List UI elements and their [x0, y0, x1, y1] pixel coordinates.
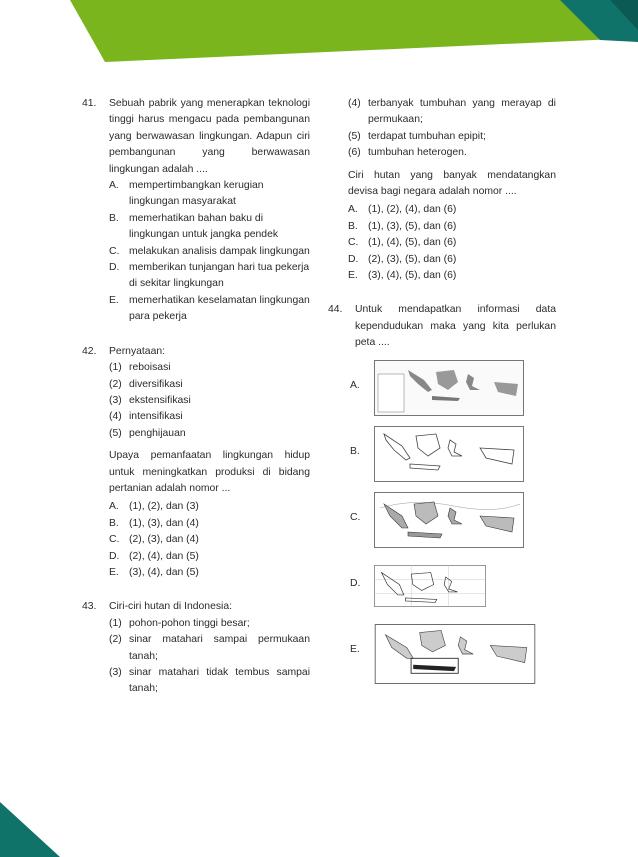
- item-text: terdapat tumbuhan epipit;: [368, 130, 486, 142]
- item-text: intensifikasi: [129, 411, 183, 423]
- answer-option-d[interactable]: [348, 252, 556, 268]
- item-label: (4): [348, 98, 361, 109]
- statement-item: [109, 426, 310, 442]
- question-44: [328, 302, 556, 351]
- option-label: D.: [109, 262, 120, 274]
- item-text: penghijauan: [129, 427, 186, 439]
- answer-option-e[interactable]: [109, 293, 310, 326]
- indonesia-outline-map-icon: [374, 426, 524, 482]
- option-text: (2), (4), dan (5): [129, 550, 199, 562]
- option-label: D.: [109, 550, 120, 562]
- question-43-continued: [328, 96, 556, 284]
- option-text: (3), (4), (5), dan (6): [368, 270, 457, 282]
- item-label: (6): [348, 147, 361, 159]
- map-frame: [375, 426, 524, 481]
- option-label: E.: [109, 294, 119, 306]
- answer-option-a[interactable]: [109, 499, 310, 515]
- option-label: E.: [350, 643, 360, 655]
- statement-item: [348, 96, 556, 129]
- footer-corner-decoration: [0, 787, 80, 857]
- item-label: (1): [109, 617, 122, 629]
- header-banner: [0, 0, 638, 70]
- answer-option-a[interactable]: [109, 178, 310, 211]
- option-label: D.: [350, 577, 361, 589]
- item-label: (2): [109, 634, 122, 646]
- answer-option-e[interactable]: [328, 624, 556, 690]
- question-stem: Sebuah pabrik yang menerapkan teknologi tinggi harus mengacu pada pembangunan yang berwawasan lingkungan. Adapun ciri pembangunan yang berwawasan lingkungan adalah ....: [109, 98, 310, 175]
- statement-item: [109, 393, 310, 409]
- option-label: A.: [109, 180, 119, 192]
- item-text: reboisasi: [129, 362, 171, 374]
- answer-option-c[interactable]: [348, 235, 556, 251]
- item-label: (3): [109, 667, 122, 678]
- indonesia-contour-map-icon: [374, 492, 524, 548]
- question-number: 43.: [82, 601, 97, 613]
- answer-option-b[interactable]: [109, 516, 310, 532]
- option-text: memerhatikan bahan baku di lingkungan untuk jangka pendek: [129, 212, 279, 241]
- item-text: pohon-pohon tinggi besar;: [129, 617, 250, 629]
- question-43: [82, 599, 310, 697]
- statement-item: [109, 665, 310, 698]
- question-42: [82, 344, 310, 582]
- option-text: (3), (4), dan (5): [129, 566, 199, 578]
- indonesia-map-with-legend-icon: [374, 360, 524, 416]
- option-label: A.: [350, 379, 360, 391]
- option-label: B.: [109, 212, 119, 224]
- indonesia-map-highlighted-java-icon: [374, 624, 536, 684]
- corner-teal-shape: [0, 802, 60, 857]
- question-stem: Ciri-ciri hutan di Indonesia:: [109, 601, 233, 613]
- option-label: E.: [348, 270, 358, 282]
- item-text: tumbuhan heterogen.: [368, 147, 467, 159]
- item-label: (4): [109, 411, 122, 423]
- option-label: C.: [109, 534, 120, 546]
- answer-option-a[interactable]: [348, 202, 556, 218]
- option-label: B.: [348, 220, 358, 232]
- item-label: (3): [109, 394, 122, 406]
- answer-option-b[interactable]: [348, 219, 556, 235]
- item-label: (2): [109, 378, 122, 390]
- statement-item: [109, 377, 310, 393]
- option-text: (1), (2), (4), dan (6): [368, 204, 457, 216]
- answer-option-e[interactable]: [109, 565, 310, 581]
- option-text: (2), (3), (5), dan (6): [368, 253, 457, 265]
- answer-option-d[interactable]: [328, 558, 556, 624]
- option-text: memerhatikan keselamatan lingkungan para pekerja: [129, 294, 310, 323]
- option-label: B.: [350, 445, 360, 457]
- option-text: (1), (3), dan (4): [129, 517, 199, 529]
- question-number: 41.: [82, 98, 97, 109]
- banner-green-stripe: [70, 0, 638, 62]
- map-legend-box: [378, 374, 404, 412]
- right-column: [328, 96, 556, 690]
- question-number: 44.: [328, 304, 343, 316]
- option-text: memberikan tunjangan hari tua pekerja di sekitar lingkungan: [129, 262, 310, 290]
- option-text: mempertimbangkan kerugian lingkungan masyarakat: [129, 180, 264, 208]
- question-stem: Untuk mendapatkan informasi data kependudukan maka yang kita perlukan peta ....: [355, 304, 556, 349]
- answer-option-b[interactable]: [328, 426, 556, 492]
- statement-item: [109, 632, 310, 665]
- option-label: B.: [109, 517, 119, 529]
- answer-option-d[interactable]: [109, 260, 310, 293]
- question-41: [82, 96, 310, 326]
- question-number: 42.: [82, 345, 97, 357]
- option-text: melakukan analisis dampak lingkungan: [129, 245, 310, 257]
- item-label: (5): [348, 130, 361, 142]
- question-prompt: Upaya pemanfaatan lingkungan hidup untuk meningkatkan produksi di bidang pertanian adalah nomor ...: [109, 450, 310, 494]
- map-options: [328, 360, 556, 690]
- statement-item: [109, 409, 310, 425]
- answer-option-c[interactable]: [109, 532, 310, 548]
- question-stem: Pernyataan:: [109, 345, 166, 357]
- option-text: (1), (4), (5), dan (6): [368, 237, 457, 249]
- option-label: D.: [348, 253, 359, 265]
- question-prompt: Ciri hutan yang banyak mendatangkan devisa bagi negara adalah nomor ....: [348, 169, 556, 198]
- statement-item: [109, 616, 310, 632]
- option-label: E.: [109, 566, 119, 578]
- item-text: terbanyak tumbuhan yang merayap di permukaan;: [368, 98, 556, 126]
- option-label: A.: [348, 204, 358, 216]
- answer-option-c[interactable]: [109, 244, 310, 260]
- option-text: (1), (2), dan (3): [129, 501, 199, 513]
- answer-option-e[interactable]: [348, 268, 556, 284]
- option-label: C.: [348, 237, 359, 249]
- statement-item: [348, 129, 556, 145]
- indonesia-grid-map-icon: [374, 558, 486, 614]
- option-label: C.: [350, 511, 361, 523]
- item-text: diversifikasi: [129, 378, 183, 390]
- item-text: ekstensifikasi: [129, 394, 191, 406]
- option-text: (2), (3), dan (4): [129, 534, 199, 546]
- option-label: A.: [109, 501, 119, 513]
- option-text: (1), (3), (5), dan (6): [368, 220, 457, 232]
- answer-option-d[interactable]: [109, 549, 310, 565]
- item-label: (5): [109, 427, 122, 439]
- item-label: (1): [109, 362, 122, 374]
- statement-item: [348, 145, 556, 161]
- item-text: sinar matahari tidak tembus sampai tanah;: [129, 667, 310, 695]
- answer-option-b[interactable]: [109, 211, 310, 244]
- answer-option-c[interactable]: [328, 492, 556, 558]
- option-label: C.: [109, 245, 120, 257]
- left-column: [82, 96, 310, 716]
- statement-item: [109, 360, 310, 376]
- answer-option-a[interactable]: [328, 360, 556, 426]
- item-text: sinar matahari sampai permukaan tanah;: [129, 634, 310, 662]
